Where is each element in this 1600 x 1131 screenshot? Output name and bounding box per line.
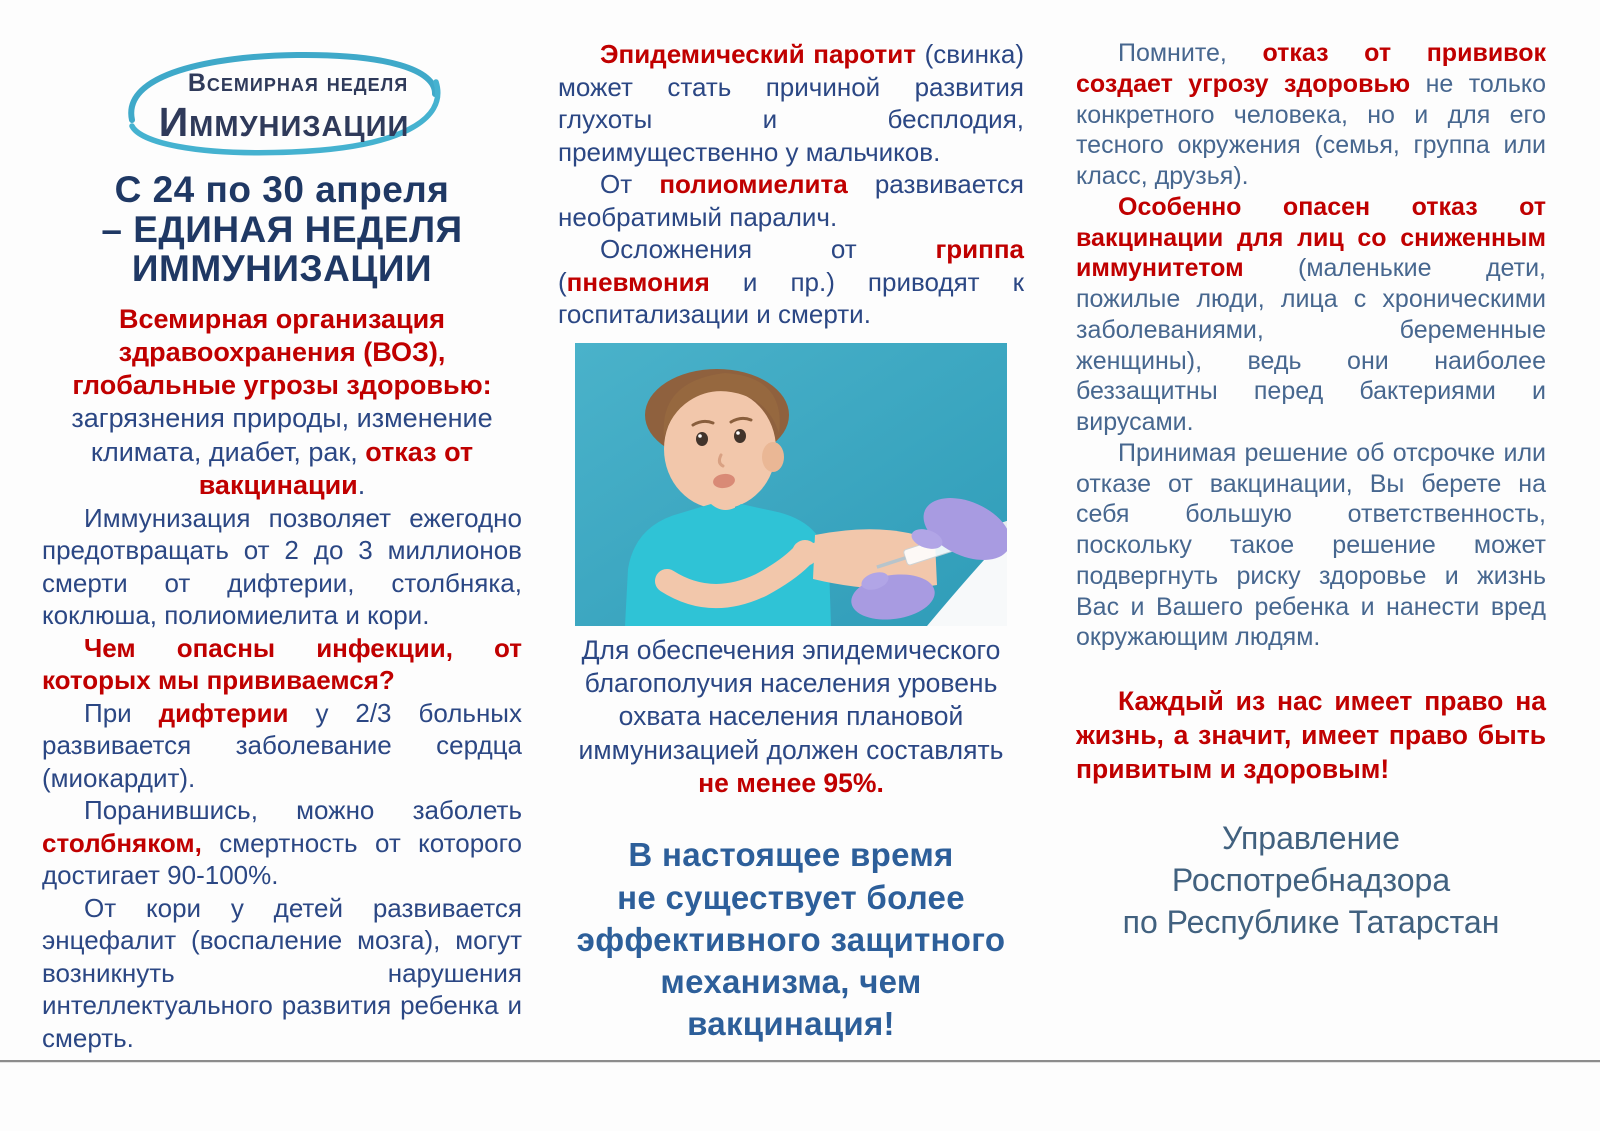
tetanus-paragraph xyxy=(42,794,522,892)
text-segment: развивается необратимый паралич. xyxy=(558,169,1024,232)
text-segment: Каждый из нас имеет право на жизнь, а значит, имеет право быть привитым и здоровым! xyxy=(1076,686,1546,784)
text-segment: отказ от вакцинации xyxy=(198,436,474,500)
photo-caption xyxy=(558,634,1024,768)
measles-paragraph xyxy=(42,892,522,1055)
text-segment: Принимая решение об отсрочке или отказе от вакцинации, Вы берете на себя большую ответственность, поскольку такое решение может подвергнуть риску здоровье и жизнь Вас и Вашего ребенка и нанести вред окружающим людям. xyxy=(1076,438,1546,652)
refusal-threat-paragraph xyxy=(1076,38,1546,192)
text-segment: и пр.) приводят к госпитализации и смерти. xyxy=(558,266,1024,329)
logo-line-2: Иммунизации xyxy=(158,99,410,145)
text-segment: не менее 95%. xyxy=(698,768,884,798)
left-column-text xyxy=(42,303,522,1055)
vaccination-slogan-line: В настоящее время xyxy=(628,836,954,874)
heading-line-2: – ЕДИНАЯ НЕДЕЛЯ xyxy=(101,208,463,250)
text-segment: гриппа xyxy=(935,234,1024,264)
photo-caption-block xyxy=(558,634,1024,801)
immunization-prevents-paragraph xyxy=(42,502,522,632)
boy-eye-glint-left xyxy=(698,434,702,438)
text-segment: От xyxy=(600,169,660,199)
text-segment: Помните, xyxy=(1118,39,1263,67)
diphtheria-paragraph xyxy=(42,697,522,795)
logo-oval-icon xyxy=(102,44,462,162)
footer-organization-line: Управление xyxy=(1222,819,1400,856)
text-segment: дифтерии xyxy=(158,697,289,728)
logo-line-1: Всемирная неделя xyxy=(187,69,409,97)
column-right xyxy=(1076,38,1546,943)
who-threats-paragraph xyxy=(42,303,522,502)
text-segment: Осложнения от xyxy=(600,234,936,264)
infection-danger-question xyxy=(42,632,522,697)
boy-eye-right xyxy=(734,429,746,443)
caption-95-line xyxy=(558,767,1024,800)
text-segment: Поранившись, можно заболеть xyxy=(84,795,522,826)
text-segment: Для обеспечения эпидемического благополучия населения уровень охвата населения плановой иммунизацией должен составлять xyxy=(578,634,1004,765)
right-column-text xyxy=(1076,38,1546,943)
boy-eye-left xyxy=(696,432,708,446)
text-segment: не только конкретного человека, но и для его тесного окружения (семья, группа или класс, друзья). xyxy=(1076,69,1546,190)
footer-organization xyxy=(1076,817,1546,944)
vaccination-slogan-line: вакцинация! xyxy=(687,1005,895,1043)
text-segment: Эпидемический паротит xyxy=(600,39,916,69)
text-segment: . xyxy=(357,469,366,500)
divider-line xyxy=(0,1060,1600,1063)
boy-ear xyxy=(762,442,784,472)
column-left xyxy=(42,38,522,1054)
heading-line-3: ИММУНИЗАЦИИ xyxy=(131,248,433,290)
text-segment: При xyxy=(84,697,159,728)
middle-column-top-text xyxy=(558,38,1024,331)
text-segment: Всемирная организация здравоохранения (ВОЗ), глобальные угрозы здоровью: xyxy=(72,303,492,401)
text-segment: столбняком, xyxy=(42,827,202,858)
vaccination-slogan-line: не существует более xyxy=(617,878,965,916)
text-segment: отказ от прививок создает угрозу здоровью xyxy=(1076,39,1547,98)
vaccination-slogan-line: механизма, чем xyxy=(660,963,922,1001)
footer-organization-line: по Республике Татарстан xyxy=(1122,904,1500,941)
footer-organization-line: Роспотребнадзора xyxy=(1171,861,1451,898)
text-segment: Особенно опасен отказ от вакцинации для лиц со сниженным иммунитетом xyxy=(1076,192,1546,283)
text-segment: Иммунизация позволяет ежегодно предотвращать от 2 до 3 миллионов смерти от дифтерии, столбняка, коклюша, полиомиелита и кори. xyxy=(42,502,522,631)
text-segment: смертность от которого достигает 90-100%. xyxy=(42,827,522,891)
text-segment: (маленькие дети, пожилые люди, лица с хроническими заболеваниями, беременные женщины), ведь они наиболее беззащитны перед бактериями и вирусами. xyxy=(1076,254,1546,436)
text-segment: Чем опасны инфекции, от которых мы прививаемся? xyxy=(42,632,522,696)
text-segment: загрязнения природы, изменение климата, диабет, рак, xyxy=(71,403,493,467)
boy-eye-glint-right xyxy=(736,431,740,435)
heading-line-1: С 24 по 30 апреля xyxy=(114,169,450,210)
right-to-health-paragraph xyxy=(1076,685,1546,787)
text-segment: полиомиелита xyxy=(659,169,848,199)
responsibility-paragraph xyxy=(1076,438,1546,653)
mumps-paragraph xyxy=(558,38,1024,168)
vaccination-photo xyxy=(575,343,1007,626)
text-segment: у 2/3 больных развивается заболевание сердца (миокардит). xyxy=(42,697,522,793)
slogan-block xyxy=(558,834,1024,1045)
text-segment: От кори у детей развивается энцефалит (воспаление мозга), могут возникнуть нарушения интеллектуального развития ребенка и смерть. xyxy=(42,892,522,1053)
low-immunity-paragraph xyxy=(1076,192,1546,438)
vaccination-slogan-line: эффективного защитного xyxy=(576,920,1006,958)
text-segment: пневмония xyxy=(566,266,710,297)
text-segment: ( xyxy=(558,266,567,297)
text-segment: (свинка) может стать причиной развития глухоты и бесплодия, преимущественно у мальчиков. xyxy=(558,39,1024,167)
immunization-week-logo xyxy=(102,44,462,162)
flu-paragraph xyxy=(558,233,1024,331)
vaccination-slogan xyxy=(558,834,1024,1045)
column-middle xyxy=(558,38,1024,1046)
main-heading xyxy=(42,170,522,289)
polio-paragraph xyxy=(558,168,1024,233)
